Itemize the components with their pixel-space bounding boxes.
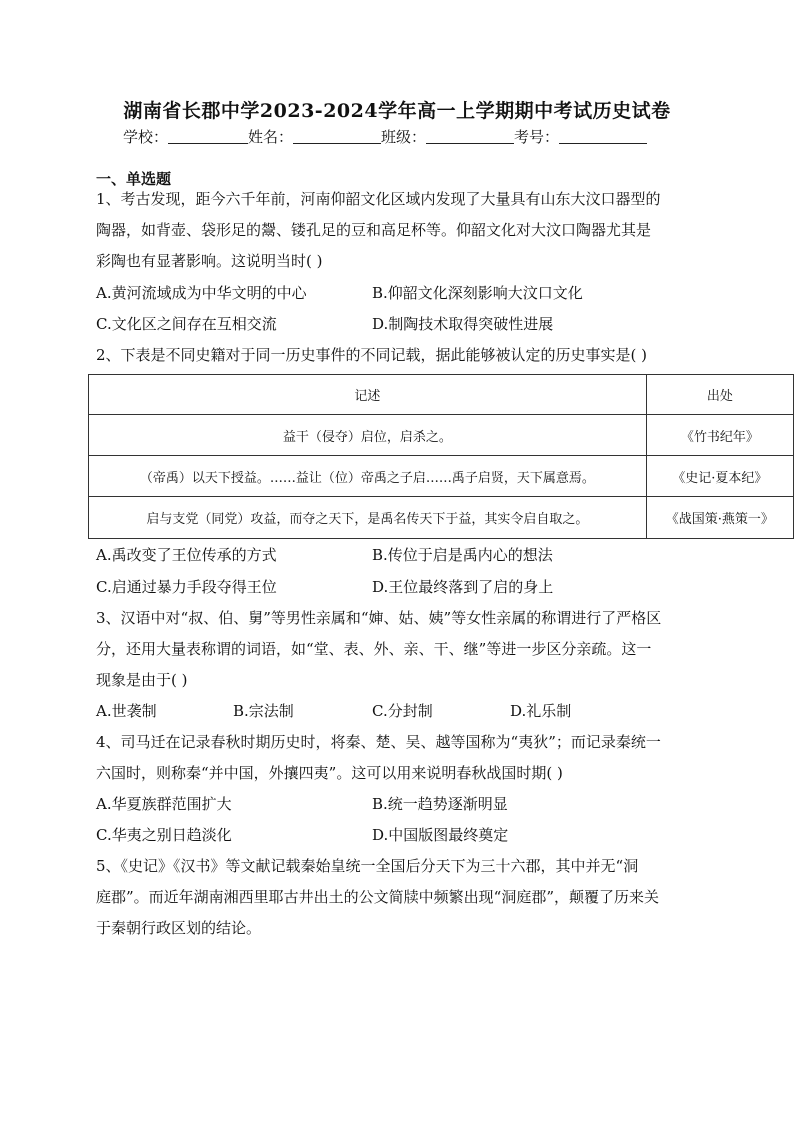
q3-option-d[interactable]: D.礼乐制	[510, 702, 572, 720]
section-heading: 一、单选题	[96, 170, 172, 188]
q2-stem: 2、下表是不同史籍对于同一历史事件的不同记载，据此能够被认定的历史事实是( )	[96, 346, 648, 364]
table-header-row	[89, 375, 794, 415]
q1-option-a[interactable]: A.黄河流域成为中华文明的中心	[96, 284, 307, 302]
q1-option-c[interactable]: C.文化区之间存在互相交流	[96, 315, 277, 333]
name-blank[interactable]	[293, 129, 381, 144]
class-blank[interactable]	[426, 129, 514, 144]
q5-line: 5、《史记》《汉书》等文献记载秦始皇统一全国后分天下为三十六郡，其中并无“洞	[96, 857, 639, 875]
q3-line: 3、汉语中对“叔、伯、舅”等男性亲属和“婶、姑、姨”等女性亲属的称谓进行了严格区	[96, 609, 662, 627]
exam-no-label: 考号：	[514, 128, 560, 146]
q5-line: 庭郡”。而近年湖南湘西里耶古井出土的公文简牍中频繁出现“洞庭郡”，颠覆了历来关	[96, 888, 660, 906]
q3-line: 现象是由于( )	[96, 671, 188, 689]
class-label: 班级：	[381, 128, 427, 146]
q3-option-c[interactable]: C.分封制	[372, 702, 433, 720]
q1-line: 陶器，如背壶、袋形足的鬶、镂孔足的豆和高足杯等。仰韶文化对大汶口陶器尤其是	[96, 221, 652, 239]
table-cell: 《战国策·燕策一》	[646, 497, 793, 539]
school-blank[interactable]	[168, 129, 248, 144]
table-cell: 《竹书纪年》	[646, 415, 793, 456]
table-row	[89, 497, 794, 539]
q3-option-a[interactable]: A.世袭制	[96, 702, 157, 720]
student-info-row	[123, 126, 647, 147]
q4-option-b[interactable]: B.统一趋势逐渐明显	[372, 795, 508, 813]
name-label: 姓名：	[248, 128, 294, 146]
q1-option-b[interactable]: B.仰韶文化深刻影响大汶口文化	[372, 284, 583, 302]
table-cell: 益干（侵夺）启位，启杀之。	[89, 415, 647, 456]
q2-option-c[interactable]: C.启通过暴力手段夺得王位	[96, 578, 277, 596]
table-cell: 启与支党（同党）攻益，而夺之天下，是禹名传天下于益，其实令启自取之。	[89, 497, 647, 539]
q4-option-c[interactable]: C.华夷之别日趋淡化	[96, 826, 232, 844]
q2-option-a[interactable]: A.禹改变了王位传承的方式	[96, 546, 277, 564]
q1-line: 彩陶也有显著影响。这说明当时( )	[96, 252, 323, 270]
q4-option-d[interactable]: D.中国版图最终奠定	[372, 826, 509, 844]
table-header: 记述	[89, 375, 647, 415]
page-title: 湖南省长郡中学2023-2024学年高一上学期期中考试历史试卷	[123, 100, 671, 122]
table-row	[89, 415, 794, 456]
q3-line: 分，还用大量表称谓的词语，如“堂、表、外、亲、干、继”等进一步区分亲疏。这一	[96, 640, 652, 658]
table-row	[89, 456, 794, 497]
q2-option-d[interactable]: D.王位最终落到了启的身上	[372, 578, 554, 596]
q1-line: 1、考古发现，距今六千年前，河南仰韶文化区域内发现了大量具有山东大汶口器型的	[96, 190, 661, 208]
q3-option-b[interactable]: B.宗法制	[233, 702, 294, 720]
table-header: 出处	[646, 375, 793, 415]
school-label: 学校：	[123, 128, 169, 146]
q2-option-b[interactable]: B.传位于启是禹内心的想法	[372, 546, 553, 564]
q4-line: 4、司马迁在记录春秋时期历史时，将秦、楚、吴、越等国称为“夷狄”；而记录秦统一	[96, 733, 661, 751]
table-cell: （帝禹）以天下授益。……益让（位）帝禹之子启……禹子启贤，天下属意焉。	[89, 456, 647, 497]
q4-line: 六国时，则称秦“并中国，外攘四夷”。这可以用来说明春秋战国时期( )	[96, 764, 563, 782]
q1-option-d[interactable]: D.制陶技术取得突破性进展	[372, 315, 554, 333]
q5-line: 于秦朝行政区划的结论。	[96, 919, 262, 937]
exam-no-blank[interactable]	[559, 129, 647, 144]
q4-option-a[interactable]: A.华夏族群范围扩大	[96, 795, 232, 813]
table-cell: 《史记·夏本纪》	[646, 456, 793, 497]
records-table	[88, 374, 794, 539]
